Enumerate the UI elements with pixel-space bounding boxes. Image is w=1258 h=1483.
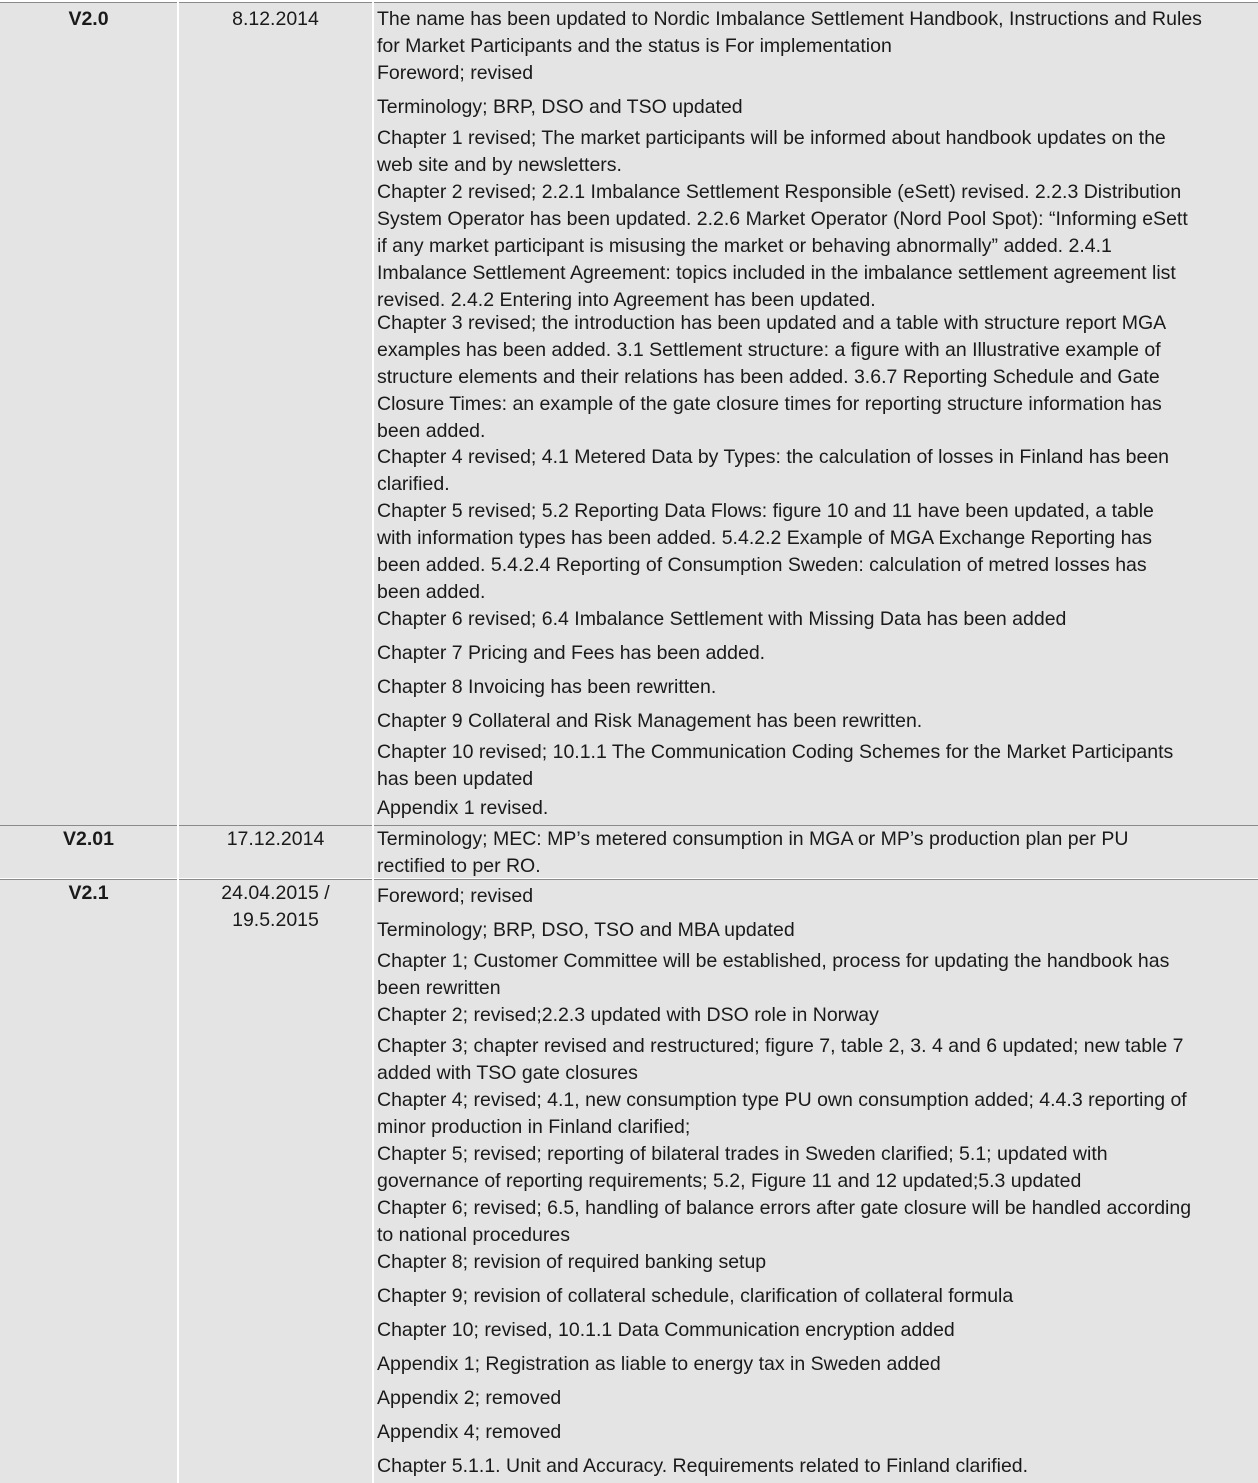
change-text-line: Chapter 9; revision of collateral schedule, clarification of collateral formula [377, 1285, 1014, 1307]
change-text-line: rectified to per RO. [377, 855, 541, 877]
table-row [0, 2, 1258, 825]
change-text-line: Appendix 4; removed [377, 1421, 562, 1443]
change-text-line: Terminology; BRP, DSO and TSO updated [377, 96, 743, 118]
change-text-line: Chapter 1; Customer Committee will be established, process for updating the handbook has [377, 950, 1170, 972]
change-text-line: structure elements and their relations has been added. 3.6.7 Reporting Schedule and Gate [377, 366, 1160, 388]
change-text-line: Chapter 5; revised; reporting of bilateral trades in Sweden clarified; 5.1; updated with [377, 1143, 1108, 1165]
version-label: V2.1 [68, 882, 109, 904]
version-cell [0, 826, 177, 878]
change-text-line: The name has been updated to Nordic Imbalance Settlement Handbook, Instructions and Rules [377, 8, 1202, 30]
change-text-line: Chapter 3; chapter revised and restructured; figure 7, table 2, 3. 4 and 6 updated; new table 7 [377, 1035, 1184, 1057]
change-text-line: System Operator has been updated. 2.2.6 Market Operator (Nord Pool Spot): “Informing eSett [377, 208, 1188, 230]
change-text-line: Terminology; BRP, DSO, TSO and MBA updated [377, 919, 795, 941]
date-cell [179, 880, 372, 1483]
change-text-line: Appendix 1; Registration as liable to energy tax in Sweden added [377, 1353, 941, 1375]
change-text-line: revised. 2.4.2 Entering into Agreement has been updated. [377, 289, 876, 311]
column-divider [372, 0, 374, 1482]
change-text-line: Chapter 8; revision of required banking setup [377, 1251, 767, 1273]
table-row [0, 879, 1258, 1483]
change-text-line: with information types has been added. 5.4.2.2 Example of MGA Exchange Reporting has [377, 527, 1153, 549]
change-text-line: been added. [377, 581, 486, 603]
change-text-line: Chapter 4 revised; 4.1 Metered Data by Types: the calculation of losses in Finland has been [377, 446, 1170, 468]
change-description-cell [374, 3, 1258, 825]
change-text-line: web site and by newsletters. [377, 154, 622, 176]
change-text-line: Appendix 2; removed [377, 1387, 562, 1409]
change-text-line: Chapter 10 revised; 10.1.1 The Communication Coding Schemes for the Market Participants [377, 741, 1174, 763]
date-cell [179, 826, 372, 878]
change-text-line: Foreword; revised [377, 62, 534, 84]
change-text-line: Chapter 4; revised; 4.1, new consumption type PU own consumption added; 4.4.3 reporting of [377, 1089, 1187, 1111]
change-text-line: Chapter 5 revised; 5.2 Reporting Data Flows: figure 10 and 11 have been updated, a table [377, 500, 1154, 522]
change-text-line: examples has been added. 3.1 Settlement structure: a figure with an Illustrative example of [377, 339, 1161, 361]
change-text-line: Closure Times: an example of the gate closure times for reporting structure information has [377, 393, 1162, 415]
date-line: 24.04.2015 / [221, 882, 330, 904]
change-text-line: been rewritten [377, 977, 501, 999]
change-text-line: Chapter 3 revised; the introduction has been updated and a table with structure report MGA [377, 312, 1167, 334]
change-description-cell [374, 880, 1258, 1483]
change-text-line: added with TSO gate closures [377, 1062, 638, 1084]
change-text-line: been added. [377, 420, 486, 442]
version-label: V2.01 [63, 828, 114, 850]
change-text-line: governance of reporting requirements; 5.2, Figure 11 and 12 updated;5.3 updated [377, 1170, 1082, 1192]
table-row [0, 825, 1258, 878]
change-text-line: Chapter 10; revised, 10.1.1 Data Communication encryption added [377, 1319, 955, 1341]
change-text-line: to national procedures [377, 1224, 570, 1246]
change-text-line: has been updated [377, 768, 534, 790]
change-text-line: Chapter 2; revised;2.2.3 updated with DSO role in Norway [377, 1004, 879, 1026]
change-text-line: Chapter 2 revised; 2.2.1 Imbalance Settlement Responsible (eSett) revised. 2.2.3 Distribution [377, 181, 1182, 203]
change-text-line: Foreword; revised [377, 885, 534, 907]
change-text-line: Chapter 6 revised; 6.4 Imbalance Settlement with Missing Data has been added [377, 608, 1067, 630]
change-description-cell [374, 826, 1258, 878]
change-text-line: Imbalance Settlement Agreement: topics included in the imbalance settlement agreement list [377, 262, 1176, 284]
change-text-line: Chapter 1 revised; The market participants will be informed about handbook updates on the [377, 127, 1166, 149]
date-cell [179, 3, 372, 825]
date-line: 8.12.2014 [232, 8, 319, 30]
version-cell [0, 880, 177, 1483]
change-text-line: Chapter 9 Collateral and Risk Management has been rewritten. [377, 710, 923, 732]
change-text-line: Chapter 7 Pricing and Fees has been added. [377, 642, 766, 664]
change-text-line: clarified. [377, 473, 450, 495]
version-label: V2.0 [68, 8, 109, 30]
change-text-line: Chapter 8 Invoicing has been rewritten. [377, 676, 717, 698]
version-cell [0, 3, 177, 825]
column-divider [177, 0, 179, 1482]
change-text-line: Chapter 6; revised; 6.5, handling of balance errors after gate closure will be handled according [377, 1197, 1192, 1219]
date-line: 17.12.2014 [226, 828, 325, 850]
change-text-line: been added. 5.4.2.4 Reporting of Consumption Sweden: calculation of metred losses has [377, 554, 1147, 576]
change-text-line: for Market Participants and the status is For implementation [377, 35, 892, 57]
change-text-line: Terminology; MEC: MP’s metered consumption in MGA or MP’s production plan per PU [377, 828, 1129, 850]
date-line: 19.5.2015 [232, 909, 319, 931]
change-text-line: Appendix 1 revised. [377, 797, 549, 819]
change-text-line: minor production in Finland clarified; [377, 1116, 691, 1138]
change-text-line: if any market participant is misusing the market or behaving abnormally” added. 2.4.1 [377, 235, 1112, 257]
change-text-line: Chapter 5.1.1. Unit and Accuracy. Requirements related to Finland clarified. [377, 1455, 1029, 1477]
